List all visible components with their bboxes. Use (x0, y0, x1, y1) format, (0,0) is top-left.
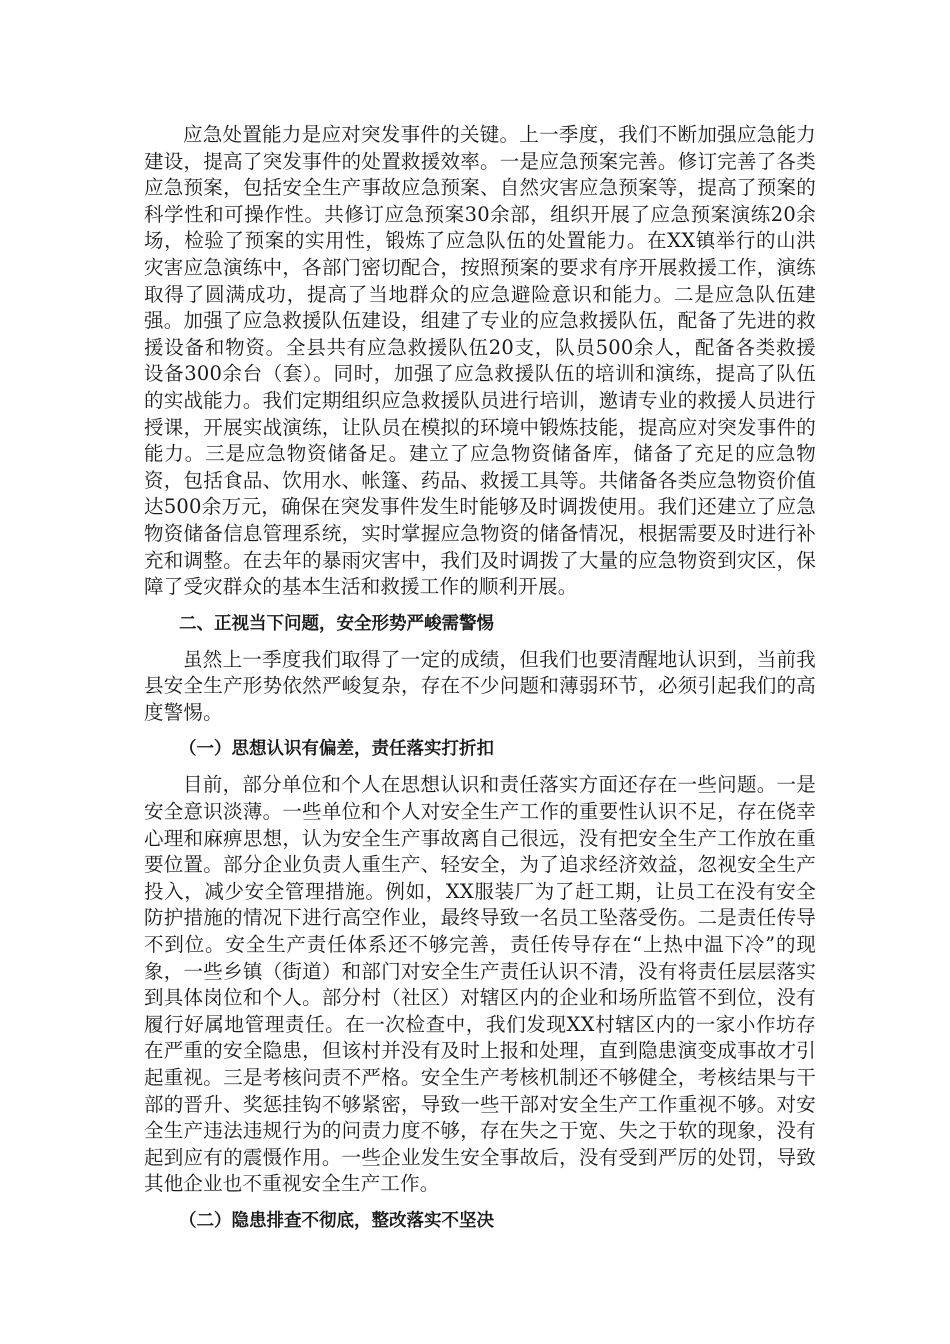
paragraph-problems-intro: 虽然上一季度我们取得了一定的成绩，但我们也要清醒地认识到，当前我县安全生产形势依然严峻复杂，存在不少问题和薄弱环节，必须引起我们的高度警惕。 (144, 647, 816, 724)
subheading-1: （一）思想认识有偏差，责任落实打折扣 (179, 739, 494, 760)
paragraph-awareness-responsibility: 目前，部分单位和个人在思想认识和责任落实方面还存在一些问题。一是安全意识淡薄。一些单位和个人对安全生产工作的重要性认识不足，存在侥幸心理和麻痹思想，认为安全生产事故离自己很远，没有把安全生产工作放在重要位置。部分企业负责人重生产、轻安全，为了追求经济效益，忽视安全生产投入，减少安全管理措施。例如，XX服装厂为了赶工期，让员工在没有安全防护措施的情况下进行高空作业，最终导致一名员工坠落受伤。二是责任传导不到位。安全生产责任体系还不够完善，责任传导存在“上热中温下冷”的现象，一些乡镇（街道）和部门对安全生产责任认识不清，没有将责任层层落实到具体岗位和个人。部分村（社区）对辖区内的企业和场所监管不到位，没有履行好属地管理责任。在一次检查中，我们发现XX村辖区内的一家小作坊存在严重的安全隐患，但该村并没有及时上报和处理，直到隐患演变成事故才引起重视。三是考核问责不严格。安全生产考核机制还不够健全，考核结果与干部的晋升、奖惩挂钩不够紧密，导致一些干部对安全生产工作重视不够。对安全生产违法违规行为的问责力度不够，存在失之于宽、失之于软的现象，没有起到应有的震慑作用。一些企业发生安全事故后，没有受到严厉的处罚，导致其他企业也不重视安全生产工作。 (144, 773, 816, 1196)
section-heading-2: 二、正视当下问题，安全形势严峻需警惕 (179, 613, 494, 634)
subheading-2: （二）隐患排查不彻底，整改落实不坚决 (179, 1210, 494, 1231)
paragraph-emergency-capability: 应急处置能力是应对突发事件的关键。上一季度，我们不断加强应急能力建设，提高了突发事件的处置救援效率。一是应急预案完善。修订完善了各类应急预案，包括安全生产事故应急预案、自然灾害应急预案等，提高了预案的科学性和可操作性。共修订应急预案30余部，组织开展了应急预案演练20余场，检验了预案的实用性，锻炼了应急队伍的处置能力。在XX镇举行的山洪灾害应急演练中，各部门密切配合，按照预案的要求有序开展救援工作，演练取得了圆满成功，提高了当地群众的应急避险意识和能力。二是应急队伍建强。加强了应急救援队伍建设，组建了专业的应急救援队伍，配备了先进的救援设备和物资。全县共有应急救援队伍20支，队员500余人，配备各类救援设备300余台（套）。同时，加强了应急救援队伍的培训和演练，提高了队伍的实战能力。我们定期组织应急救援队员进行培训，邀请专业的救援人员进行授课，开展实战演练，让队员在模拟的环境中锻炼技能，提高应对突发事件的能力。三是应急物资储备足。建立了应急物资储备库，储备了充足的应急物资，包括食品、饮用水、帐篷、药品、救援工具等。共储备各类应急物资价值达500余万元，确保在突发事件发生时能够及时调拨使用。我们还建立了应急物资储备信息管理系统，实时掌握应急物资的储备情况，根据需要及时进行补充和调整。在去年的暴雨灾害中，我们及时调拨了大量的应急物资到灾区，保障了受灾群众的基本生活和救援工作的顺利开展。 (144, 123, 816, 599)
document-page (144, 122, 816, 1244)
